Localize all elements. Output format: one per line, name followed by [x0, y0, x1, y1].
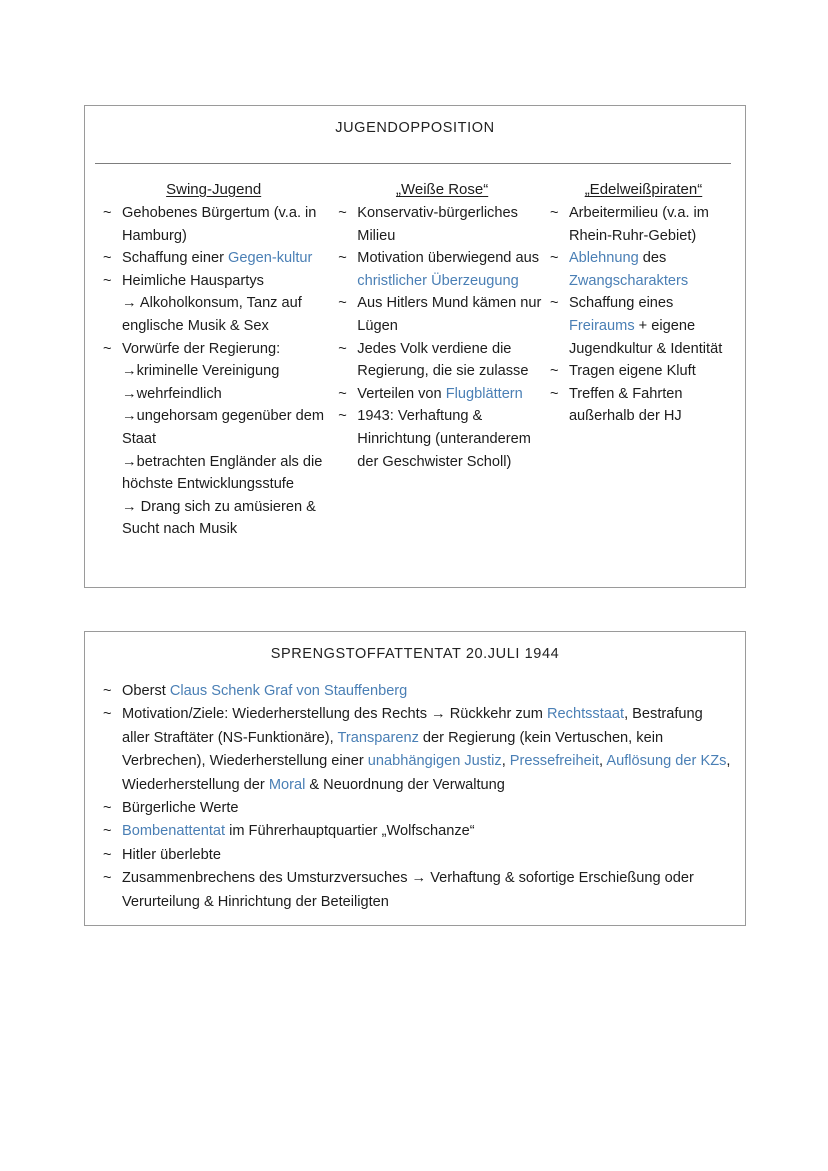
bullet-marker: ~ [338, 295, 347, 312]
body-text: Schaffung einer [122, 250, 229, 267]
column-heading: „Edelweißpiraten“ [584, 181, 703, 198]
highlighted-term: Rechtsstaat [547, 706, 625, 723]
body-text: Aus Hitlers Mund kämen nur Lügen [357, 295, 542, 334]
columns-container [85, 181, 745, 541]
body-text: 1943: Verhaftung & Hinrichtung (unteranderem der Geschwister Scholl) [357, 408, 531, 470]
column-heading: Swing-Jugend [166, 181, 262, 198]
highlighted-term: Pressefreiheit [509, 753, 600, 770]
sub-item [122, 496, 338, 541]
column-swing-jugend [95, 181, 338, 541]
body-text: Tragen eigene Kluft [568, 363, 696, 380]
list-item [338, 292, 550, 337]
body-text: Oberst [122, 683, 170, 699]
body-text: , [501, 753, 510, 770]
body-text: & Neuordnung der Verwaltung [305, 776, 505, 793]
bullet-marker: ~ [103, 340, 112, 357]
bullet-marker: ~ [338, 205, 347, 221]
body-text: Zusammenbrechens des Umsturzversuches → Verhaftung & sofortige Erschießung oder Verurteilung & Hinrichtung der Beteiligten [122, 870, 694, 910]
list-item [103, 797, 731, 820]
list-item [338, 247, 550, 292]
body-text: des [638, 250, 667, 267]
body-text: der Regierung (kein Vertuschen, kein Verbrechen), Wiederherstellung einer [122, 729, 664, 770]
list-item [103, 867, 731, 914]
bullet-list [103, 680, 731, 914]
body-text: Bürgerliche Werte [122, 800, 239, 817]
column-weisse-rose [338, 181, 550, 541]
column-heading: „Weiße Rose“ [395, 181, 489, 198]
list-item [338, 405, 550, 473]
highlighted-term: Freiraums [568, 317, 635, 334]
body-text: Gehobenes Bürgertum (v.a. in Hamburg) [122, 205, 317, 244]
body-text: , Bestrafung aller Straftäter (NS-Funktionäre), [122, 706, 703, 746]
body-text: →betrachten Engländer als die höchste Entwicklungsstufe [122, 453, 323, 493]
card-title: JUGENDOPPOSITION [335, 120, 495, 136]
bullet-marker: ~ [338, 340, 347, 357]
list-item [338, 202, 550, 247]
list-item [550, 247, 737, 292]
bullet-marker: ~ [549, 250, 559, 267]
list-item [103, 270, 338, 338]
highlighted-term: Ablehnung [568, 250, 639, 267]
highlighted-term: Zwangscharakters [568, 272, 689, 289]
body-text: Verteilen von [357, 385, 446, 402]
body-text: →kriminelle Vereinigung [122, 363, 280, 380]
wide-list-container [85, 680, 745, 914]
highlighted-term: Transparenz [337, 729, 419, 746]
list-item [103, 202, 338, 247]
body-text: + eigene Jugendkultur & Identität [568, 317, 723, 357]
body-text: im Führerhauptquartier „Wolfschanze“ [225, 823, 475, 840]
highlighted-term: unabhängigen Justiz [367, 753, 502, 770]
body-text: Vorwürfe der Regierung: [122, 340, 281, 357]
body-text: → Drang sich zu amüsieren & Sucht nach Musik [122, 498, 316, 538]
body-text: Jedes Volk verdiene die Regierung, die sie zulasse [357, 340, 529, 380]
body-text: Schaffung eines [568, 295, 674, 312]
body-text: Motivation überwiegend aus [357, 250, 540, 267]
list-item [550, 202, 737, 247]
body-text: →ungehorsam gegenüber dem Staat [122, 408, 325, 447]
list-item [550, 360, 737, 383]
bullet-marker: ~ [549, 205, 559, 221]
body-text: Konservativ-bürgerliches Milieu [357, 205, 518, 244]
bullet-marker: ~ [103, 706, 112, 723]
body-text: Arbeitermilieu (v.a. im Rhein-Ruhr-Gebiet) [568, 205, 709, 244]
body-text: , [599, 753, 607, 770]
list-item [103, 820, 731, 843]
highlighted-term: Flugblättern [445, 385, 523, 402]
highlighted-term: Gegen-kultur [228, 250, 313, 267]
sub-item [122, 292, 338, 337]
bullet-list [338, 202, 550, 473]
list-item [103, 703, 731, 797]
sub-item [122, 383, 338, 406]
highlighted-term: Moral [268, 776, 306, 793]
list-item [103, 680, 731, 703]
bullet-marker: ~ [103, 250, 112, 267]
bullet-marker: ~ [549, 385, 559, 402]
bullet-marker: ~ [338, 385, 347, 402]
card-title: SPRENGSTOFFATTENTAT 20.JULI 1944 [270, 646, 560, 662]
bullet-list [550, 202, 737, 428]
bullet-marker: ~ [549, 295, 559, 312]
body-text: Treffen & Fahrten außerhalb der HJ [568, 385, 683, 425]
body-text: Hitler überlebte [122, 846, 221, 863]
sub-item [122, 451, 338, 496]
bullet-list [103, 202, 338, 541]
list-item [338, 338, 550, 383]
sub-item [122, 360, 338, 383]
bullet-marker: ~ [338, 250, 347, 267]
bullet-marker: ~ [338, 408, 347, 425]
bullet-marker: ~ [103, 800, 112, 817]
card-sprengstoffattentat [84, 631, 746, 926]
body-text: Motivation/Ziele: Wiederherstellung des Rechts → Rückkehr zum [122, 706, 548, 723]
bullet-marker: ~ [549, 363, 559, 380]
bullet-marker: ~ [103, 846, 112, 863]
highlighted-term: Bombenattentat [122, 823, 226, 840]
bullet-marker: ~ [103, 205, 112, 221]
body-text: Heimliche Hauspartys [122, 272, 264, 289]
highlighted-term: Auflösung der KZs [606, 753, 727, 770]
body-text: → Alkoholkonsum, Tanz auf englische Musik & Sex [122, 295, 302, 334]
card-jugendopposition [84, 105, 746, 588]
list-item [550, 383, 737, 428]
sub-item [122, 405, 338, 450]
list-item [103, 247, 338, 270]
column-edelweisspiraten [550, 181, 737, 541]
card-divider [95, 163, 731, 164]
highlighted-term: Claus Schenk Graf von Stauffenberg [169, 683, 408, 699]
list-item [550, 292, 737, 360]
bullet-marker: ~ [103, 683, 112, 699]
list-item [103, 338, 338, 541]
bullet-marker: ~ [103, 870, 112, 887]
body-text: →wehrfeindlich [122, 385, 222, 402]
list-item [338, 383, 550, 406]
list-item [103, 844, 731, 867]
body-text: , Wiederherstellung der [122, 753, 731, 793]
highlighted-term: christlicher Überzeugung [357, 272, 519, 289]
bullet-marker: ~ [103, 272, 112, 289]
bullet-marker: ~ [103, 823, 112, 840]
